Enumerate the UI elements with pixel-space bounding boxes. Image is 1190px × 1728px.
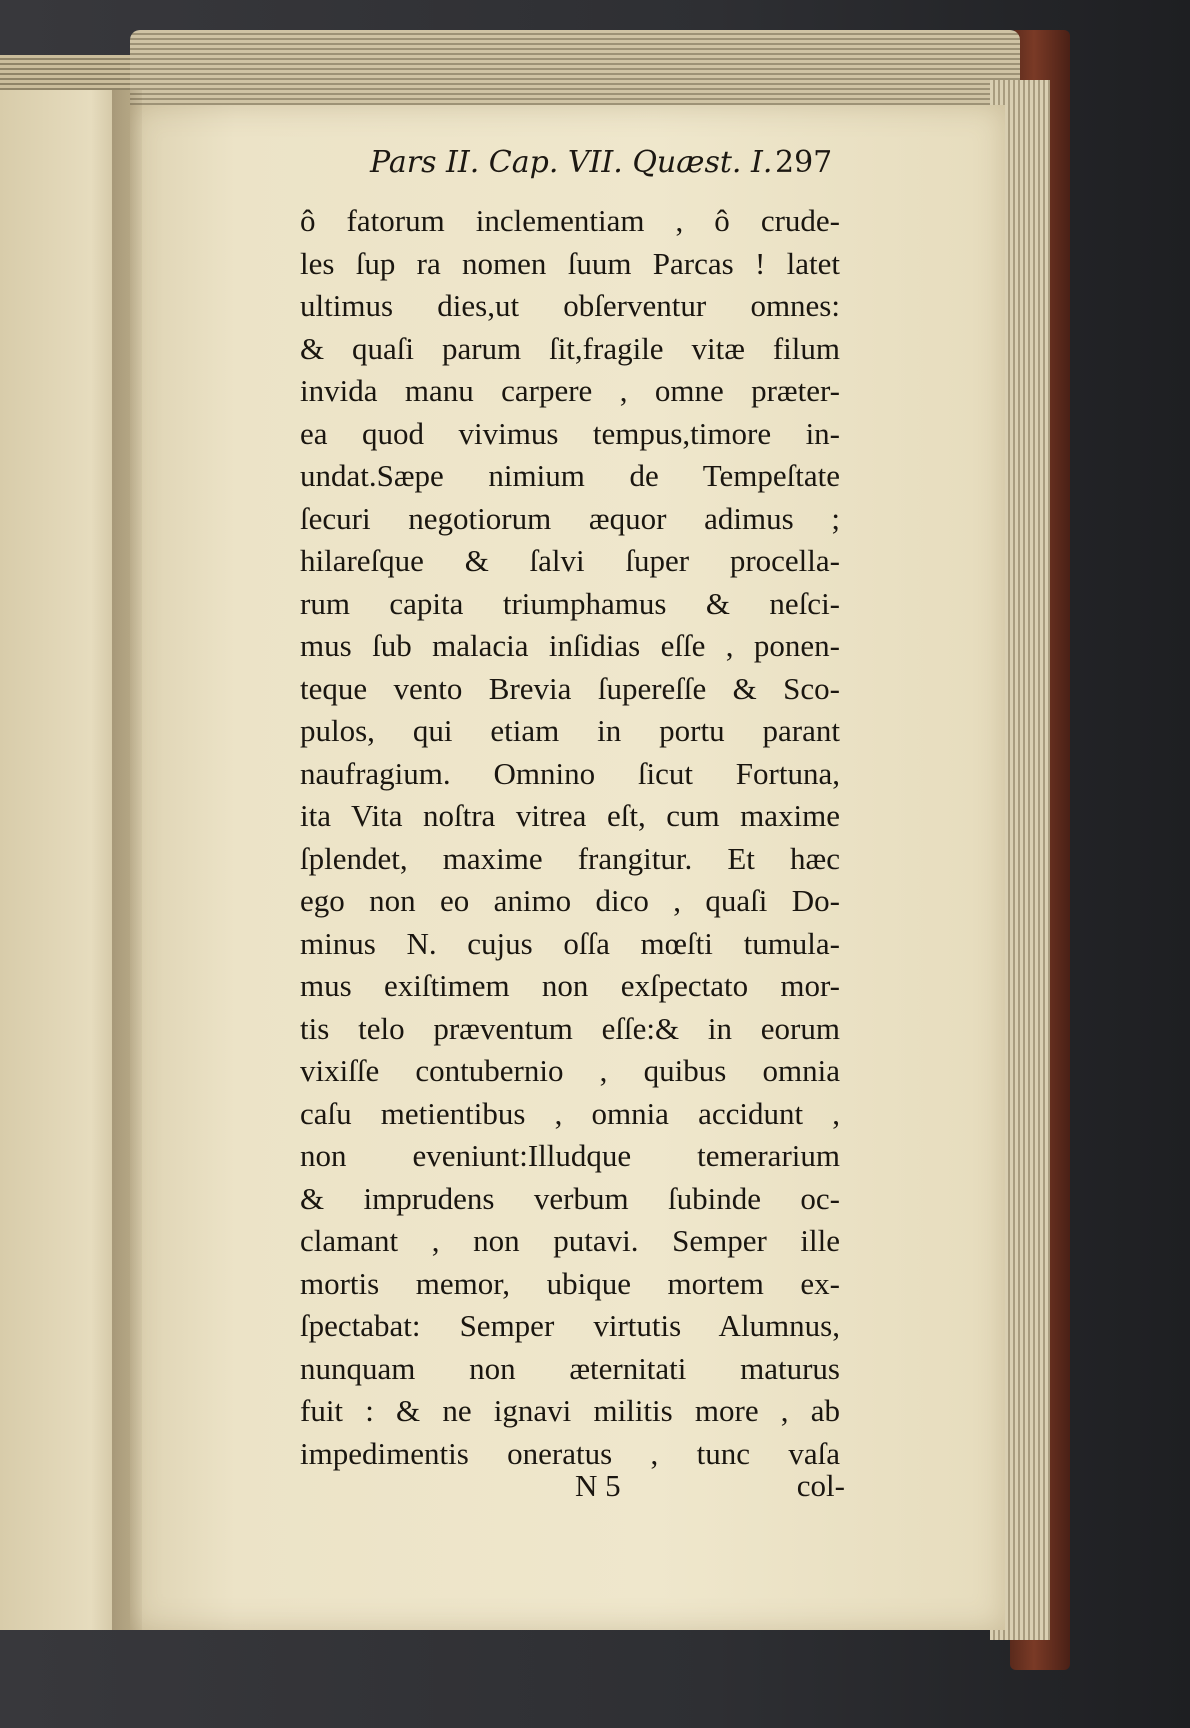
text-line: ſplendet, maxime frangitur. Et hæc: [300, 840, 840, 876]
catchword: col-: [796, 1468, 845, 1503]
text-line: mus ſub malacia inſidias eſſe , ponen-: [300, 628, 840, 663]
text-line: ultimus dies,ut obſerventur omnes:: [300, 288, 840, 323]
signature-mark: N 5: [575, 1468, 621, 1503]
text-line: impedimentis oneratus , tunc vaſa: [300, 1435, 840, 1471]
text-line: teque vento Brevia ſupereſſe & Sco-: [300, 670, 840, 706]
page-header: [370, 145, 840, 180]
text-line: ſecuri negotiorum æquor adimus ;: [300, 500, 840, 536]
text-line: & quaſi parum ſit,fragile vitæ filum: [300, 330, 840, 366]
text-line: hilareſque & ſalvi ſuper procella-: [300, 543, 840, 578]
text-line: ea quod vivimus tempus,timore in-: [300, 415, 840, 451]
text-line: pulos, qui etiam in portu parant: [300, 713, 840, 748]
text-line: ego non eo animo dico , quaſi Do-: [300, 883, 840, 918]
text-line: clamant , non putavi. Semper ille: [300, 1223, 840, 1258]
text-line: les ſup ra nomen ſuum Parcas ! latet: [300, 245, 840, 281]
text-line: ô fatorum inclementiam , ô crude-: [300, 203, 840, 238]
page-number: 297: [775, 145, 833, 180]
text-line: undat.Sæpe nimium de Tempeſtate: [300, 458, 840, 493]
text-line: mortis memor, ubique mortem ex-: [300, 1265, 840, 1301]
text-line: rum capita triumphamus & neſci-: [300, 585, 840, 621]
text-line: mus exiſtimem non exſpectato mor-: [300, 968, 840, 1003]
text-line: tis telo præventum eſſe:& in eorum: [300, 1010, 840, 1046]
text-line: caſu metientibus , omnia accidunt ,: [300, 1095, 840, 1131]
text-line: fuit : & ne ignavi militis more , ab: [300, 1393, 840, 1428]
text-line: invida manu carpere , omne præter-: [300, 373, 840, 408]
text-line: nunquam non æternitati maturus: [300, 1350, 840, 1386]
text-line: & imprudens verbum ſubinde oc-: [300, 1180, 840, 1216]
text-line: vixiſſe contubernio , quibus omnia: [300, 1053, 840, 1088]
text-line: ſpectabat: Semper virtutis Alumnus,: [300, 1308, 840, 1343]
text-line: non eveniunt:Illudque temerarium: [300, 1138, 840, 1173]
body-text: [300, 200, 840, 1475]
text-line: ita Vita noſtra vitrea eſt, cum maxime: [300, 798, 840, 833]
text-line: naufragium. Omnino ſicut Fortuna,: [300, 755, 840, 791]
running-head: Pars II. Cap. VII. Quæst. I.: [370, 145, 773, 180]
gutter-shadow: [112, 90, 142, 1630]
left-page: [0, 90, 130, 1630]
text-line: minus N. cujus oſſa mœſti tumula-: [300, 925, 840, 961]
